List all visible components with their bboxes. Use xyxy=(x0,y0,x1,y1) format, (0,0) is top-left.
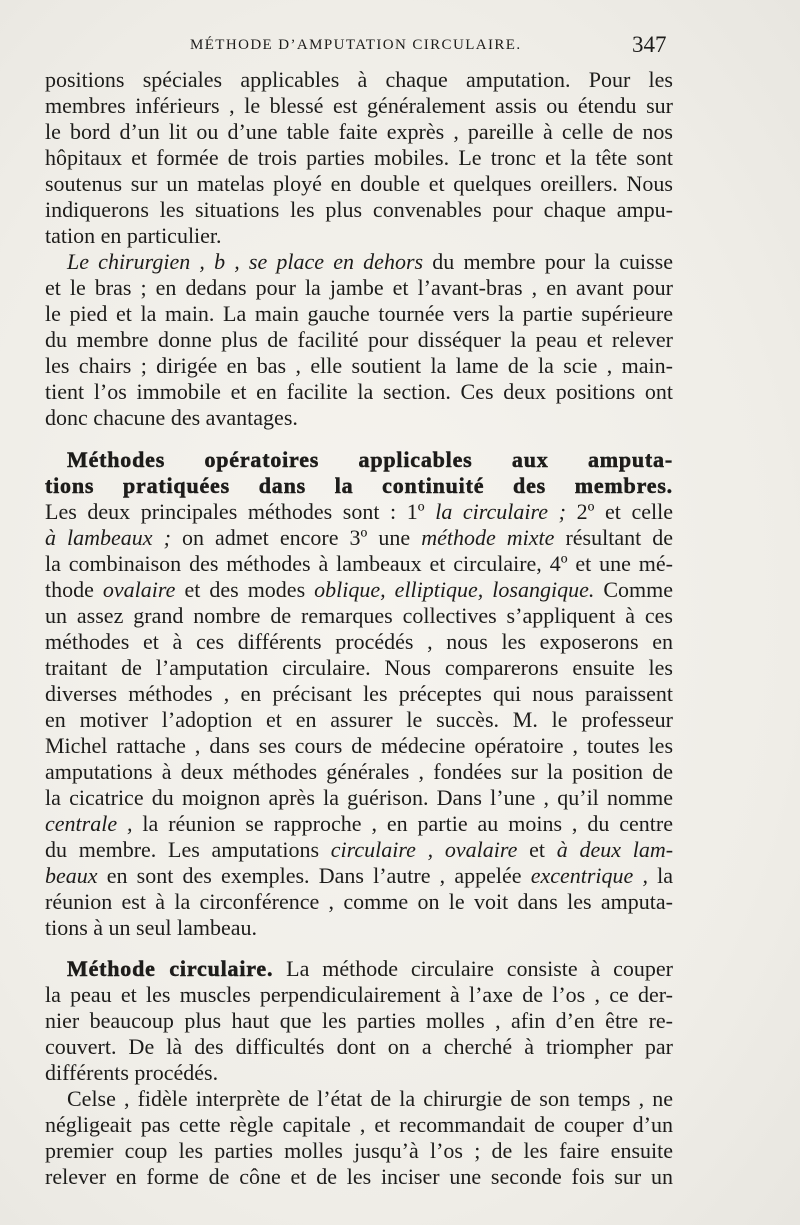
text-run: la réunion se rapproche , en partie au moins , du centre xyxy=(142,811,673,836)
text-line: le pied et la main. La main gauche tournée vers la partie supérieure xyxy=(45,301,673,326)
text-line: traitant de l’amputation circulaire. Nous comparerons ensuite les xyxy=(45,655,673,680)
text-line: un assez grand nombre de remarques collectives s’appliquent à ces xyxy=(45,603,673,628)
page-body xyxy=(45,67,673,1190)
text-line xyxy=(45,811,673,837)
italic-text: excentrique , xyxy=(530,863,648,888)
text-line xyxy=(45,837,673,863)
text-run: 2º et celle xyxy=(576,499,674,524)
text-run: Les deux principales méthodes sont : 1º xyxy=(45,499,425,524)
text-line: et le bras ; en dedans pour la jambe et l’avant-bras , en avant pour xyxy=(45,275,673,300)
text-line: négligeait pas cette règle capitale , et recommandait de couper d’un xyxy=(45,1112,673,1137)
text-line xyxy=(45,956,673,982)
text-line: méthodes et à ces différents procédés , nous les exposerons en xyxy=(45,629,673,654)
text-line: relever en forme de cône et de les inciser une seconde fois sur un xyxy=(45,1164,673,1189)
text-run: du membre pour la cuisse xyxy=(432,249,674,274)
text-line: Michel rattache , dans ses cours de médecine opératoire , toutes les xyxy=(45,733,673,758)
text-line: tient l’os immobile et en facilite la section. Ces deux positions ont xyxy=(45,379,673,404)
paragraph xyxy=(45,1086,673,1190)
text-line xyxy=(45,499,673,525)
text-line: la combinaison des méthodes à lambeaux et circulaire, 4º et une mé- xyxy=(45,551,673,576)
italic-text: à deux lam- xyxy=(556,837,674,862)
text-run: on admet encore 3º une xyxy=(182,525,411,550)
text-line: la cicatrice du moignon après la guérison. Dans l’une , qu’il nomme xyxy=(45,785,673,810)
text-line: soutenus sur un matelas ployé en double et quelques oreillers. Nous xyxy=(45,171,673,196)
paragraph xyxy=(45,249,673,431)
text-line: positions spéciales applicables à chaque amputation. Pour les xyxy=(45,67,673,92)
text-line: le bord d’un lit ou d’une table faite exprès , pareille à celle de nos xyxy=(45,119,673,144)
paragraph xyxy=(45,956,673,1086)
italic-text: ovalaire xyxy=(102,577,176,602)
text-line xyxy=(45,525,673,551)
text-line: réunion est à la circonférence , comme on le voit dans les amputa- xyxy=(45,889,673,914)
text-line: hôpitaux et formée de trois parties mobiles. Le tronc et la tête sont xyxy=(45,145,673,170)
italic-text: oblique, elliptique, losangique. xyxy=(314,577,595,602)
text-line: diverses méthodes , en précisant les préceptes qui nous paraissent xyxy=(45,681,673,706)
text-run: la xyxy=(657,863,674,888)
italic-text: à lambeaux ; xyxy=(45,525,171,550)
text-line: du membre donne plus de facilité pour disséquer la peau et relever xyxy=(45,327,673,352)
italic-text: Le chirurgien , b , se place en dehors xyxy=(67,249,424,274)
italic-text: beaux xyxy=(45,863,98,888)
text-run: et xyxy=(529,837,545,862)
section-heading-line xyxy=(45,447,673,473)
text-run: en sont des exemples. Dans l’autre , appelée xyxy=(106,863,522,888)
text-line: tions à un seul lambeau. xyxy=(45,915,258,940)
paragraph xyxy=(45,67,673,249)
italic-text: circulaire , ovalaire xyxy=(330,837,518,862)
section-heading-line xyxy=(45,473,673,499)
italic-text: la circulaire ; xyxy=(435,499,566,524)
page-number: 347 xyxy=(632,32,667,57)
text-line: la peau et les muscles perpendiculairement à l’axe de l’os , ce der- xyxy=(45,982,673,1007)
text-line: en motiver l’adoption et en assurer le succès. M. le professeur xyxy=(45,707,673,732)
text-run: Comme xyxy=(603,577,674,602)
text-line: amputations à deux méthodes générales , fondées sur la position de xyxy=(45,759,673,784)
text-line: premier coup les parties molles jusqu’à l’os ; de les faire ensuite xyxy=(45,1138,673,1163)
text-run: et des modes xyxy=(184,577,306,602)
text-line xyxy=(45,577,673,603)
text-run: résultant de xyxy=(565,525,674,550)
text-line: indiquerons les situations les plus convenables pour chaque ampu- xyxy=(45,197,673,222)
text-line: nier beaucoup plus haut que les parties molles , afin d’en être re- xyxy=(45,1008,673,1033)
text-run: thode xyxy=(45,577,94,602)
running-head: MÉTHODE D’AMPUTATION CIRCULAIRE. xyxy=(190,37,522,53)
text-line xyxy=(45,863,673,889)
text-run: La méthode circulaire consiste à couper xyxy=(286,956,673,981)
text-line: tation en particulier. xyxy=(45,223,222,248)
text-line: les chairs ; dirigée en bas , elle soutient la lame de la scie , main- xyxy=(45,353,673,378)
italic-text: centrale , xyxy=(45,811,133,836)
paragraph xyxy=(45,447,673,941)
section-heading: Méthodes opératoires applicables aux amputa- xyxy=(67,447,673,472)
section-heading: Méthode circulaire. xyxy=(67,956,274,981)
text-line: donc chacune des avantages. xyxy=(45,405,298,430)
text-line: différents procédés. xyxy=(45,1060,219,1085)
text-line: couvert. De là des difficultés dont on a cherché à triompher par xyxy=(45,1034,673,1059)
text-line xyxy=(45,249,673,275)
italic-text: méthode mixte xyxy=(421,525,555,550)
text-line: Celse , fidèle interprète de l’état de la chirurgie de son temps , ne xyxy=(67,1086,673,1111)
text-line: membres inférieurs , le blessé est généralement assis ou étendu sur xyxy=(45,93,673,118)
text-run: du membre. Les amputations xyxy=(45,837,320,862)
section-heading: tions pratiquées dans la continuité des membres. xyxy=(45,473,673,498)
